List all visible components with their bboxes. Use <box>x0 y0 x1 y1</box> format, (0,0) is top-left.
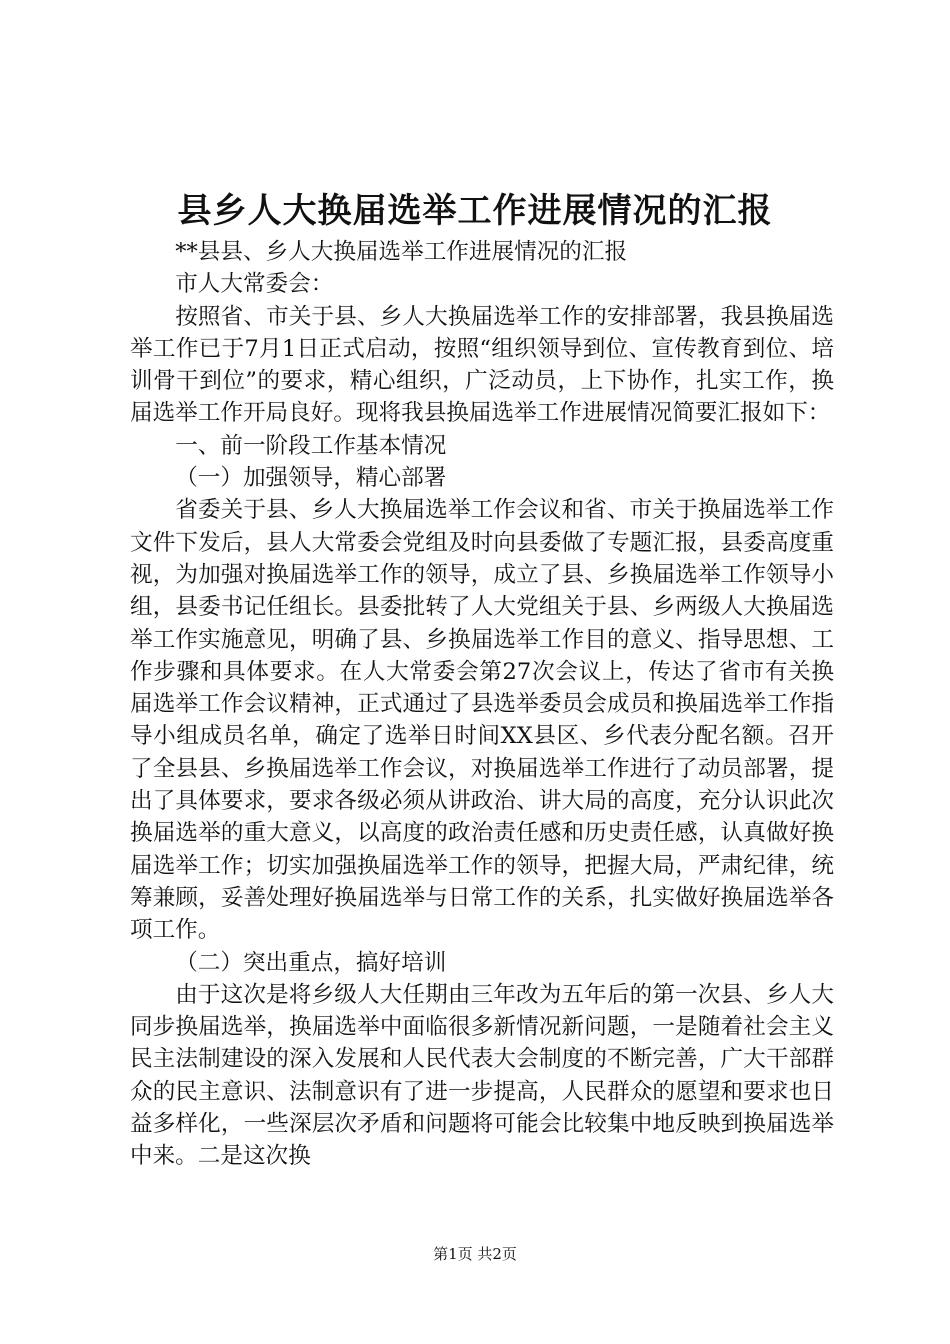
intro-paragraph: 按照省、市关于县、乡人大换届选举工作的安排部署，我县换届选举工作已于7月1日正式启动，按照“组织领导到位、宣传教育到位、培训骨干到位”的要求，精心组织，广泛动员，上下协作，扎实工作，换届选举工作开局良好。现将我县换届选举工作进展情况简要汇报如下： <box>130 303 834 427</box>
salutation-paragraph: 市人大常委会： <box>175 271 334 298</box>
subtitle-paragraph: **县县、乡人大换届选举工作进展情况的汇报 <box>175 239 628 265</box>
page-footer: 第1页 共2页 <box>433 1245 517 1263</box>
section-heading: 一、前一阶段工作基本情况 <box>175 432 447 459</box>
body-paragraph-2: 由于这次是将乡级人大任期由三年改为五年后的第一次县、乡人大同步换届选举，换届选举中面临很多新情况新问题，一是随着社会主义民主法制建设的深入发展和人民代表大会制度的不断完善，广大干部群众的民主意识、法制意识有了进一步提高，人民群众的愿望和要求也日益多样化，一些深层次矛盾和问题将可能会比较集中地反映到换届选举中来。二是这次换 <box>130 981 834 1170</box>
document-title: 县乡人大换届选举工作进展情况的汇报 <box>177 191 773 231</box>
subsection-heading-1: （一）加强领导，精心部署 <box>175 465 447 492</box>
subsection-heading-2: （二）突出重点，搞好培训 <box>175 949 447 976</box>
document-body <box>130 236 834 1173</box>
body-paragraph-1: 省委关于县、乡人大换届选举工作会议和省、市关于换届选举工作文件下发后，县人大常委会党组及时向县委做了专题汇报，县委高度重视，为加强对换届选举工作的领导，成立了县、乡换届选举工作领导小组，县委书记任组长。县委批转了人大党组关于县、乡两级人大换届选举工作实施意见，明确了县、乡换届选举工作目的意义、指导思想、工作步骤和具体要求。在人大常委会第27次会议上，传达了省市有关换届选举工作会议精神，正式通过了县选举委员会成员和换届选举工作指导小组成员名单，确定了选举日时间XX县区、乡代表分配名额。召开了全县县、乡换届选举工作会议，对换届选举工作进行了动员部署，提出了具体要求，要求各级必须从讲政治、讲大局的高度，充分认识此次换届选举的重大意义，以高度的政治责任感和历史责任感，认真做好换届选举工作；切实加强换届选举工作的领导，把握大局，严肃纪律，统筹兼顾，妥善处理好换届选举与日常工作的关系，扎实做好换届选举各项工作。 <box>130 497 834 944</box>
